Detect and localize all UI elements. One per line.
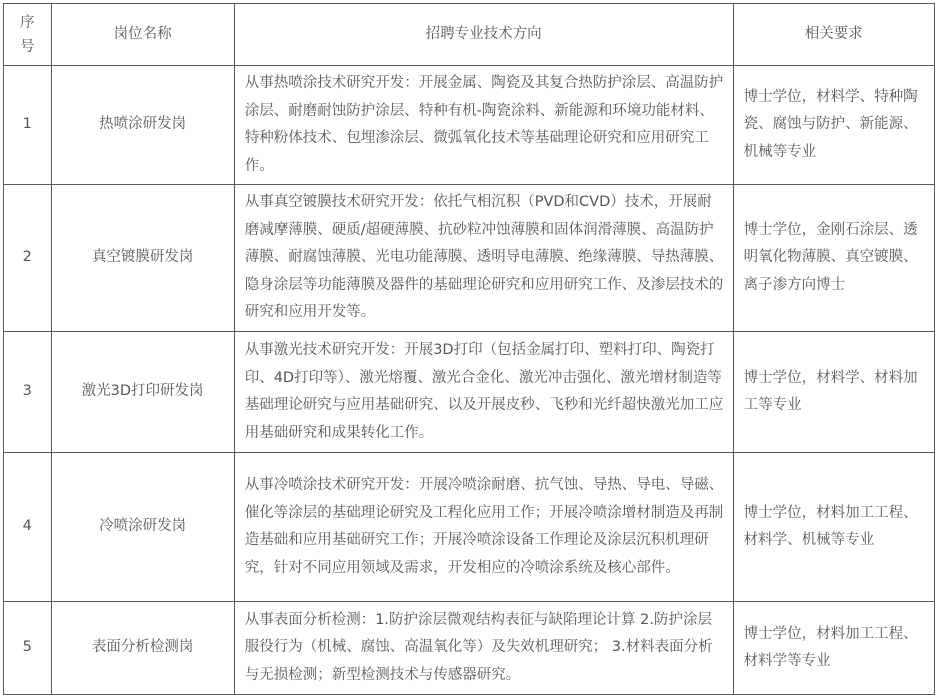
header-number [4,4,52,66]
technical-direction: 从事冷喷涂技术研究开发：开展冷喷涂耐磨、抗气蚀、导热、导电、导磁、催化等涂层的基础理论研究及工程化应用工作；开展冷喷涂增材制造及再制造基础和应用基础研究工作；开展冷喷涂设备工作理论及涂层沉积机理研究，针对不同应用领域及需求，开发相应的冷喷涂系统及核心部件。 [234,453,733,602]
table-row [4,602,935,695]
position-name: 真空镀膜研发岗 [51,185,234,332]
header-number-line1: 序 [20,14,35,31]
table-row [4,332,935,453]
table-header-row [4,4,935,66]
technical-direction: 从事真空镀膜技术研究开发：依托气相沉积（PVD和CVD）技术，开展耐磨减摩薄膜、硬质/超硬薄膜、抗砂粒冲蚀薄膜和固体润滑薄膜、高温防护薄膜、耐腐蚀薄膜、光电功能薄膜、透明导电薄膜、绝缘薄膜、导热薄膜、隐身涂层等功能薄膜及器件的基础理论研究和应用研究工作、及渗层技术的研究和应用开发等。 [234,185,733,332]
row-number: 1 [4,66,52,185]
header-position-name: 岗位名称 [51,4,234,66]
table-row [4,453,935,602]
table-row [4,66,935,185]
requirements: 博士学位，金刚石涂层、透明氧化物薄膜、真空镀膜、离子渗方向博士 [733,185,934,332]
recruitment-table [3,3,935,695]
requirements: 博士学位，材料学、材料加工等专业 [733,332,934,453]
technical-direction: 从事激光技术研究开发：开展3D打印（包括金属打印、塑料打印、陶瓷打印、4D打印等）、激光熔覆、激光合金化、激光冲击强化、激光增材制造等基础理论研究与应用基础研究、以及开展皮秒、飞秒和光纤超快激光加工应用基础研究和成果转化工作。 [234,332,733,453]
header-technical-direction: 招聘专业技术方向 [234,4,733,66]
position-name: 激光3D打印研发岗 [51,332,234,453]
position-name: 冷喷涂研发岗 [51,453,234,602]
row-number: 2 [4,185,52,332]
position-name: 热喷涂研发岗 [51,66,234,185]
header-requirements: 相关要求 [733,4,934,66]
position-name: 表面分析检测岗 [51,602,234,695]
header-number-line2: 号 [20,38,35,55]
requirements: 博士学位，材料学、特种陶瓷、腐蚀与防护、新能源、机械等专业 [733,66,934,185]
row-number: 4 [4,453,52,602]
technical-direction: 从事表面分析检测：1.防护涂层微观结构表征与缺陷理论计算 2.防护涂层服役行为（机械、腐蚀、高温氧化等）及失效机理研究； 3.材料表面分析与无损检测；新型检测技术与传感器研究。 [234,602,733,695]
table-row [4,185,935,332]
row-number: 5 [4,602,52,695]
requirements: 博士学位，材料加工工程、材料学等专业 [733,602,934,695]
requirements: 博士学位，材料加工工程、材料学、机械等专业 [733,453,934,602]
row-number: 3 [4,332,52,453]
technical-direction: 从事热喷涂技术研究开发：开展金属、陶瓷及其复合热防护涂层、高温防护涂层、耐磨耐蚀防护涂层、特种有机-陶瓷涂料、新能源和环境功能材料、特种粉体技术、包埋渗涂层、微弧氧化技术等基础理论研究和应用研究工作。 [234,66,733,185]
